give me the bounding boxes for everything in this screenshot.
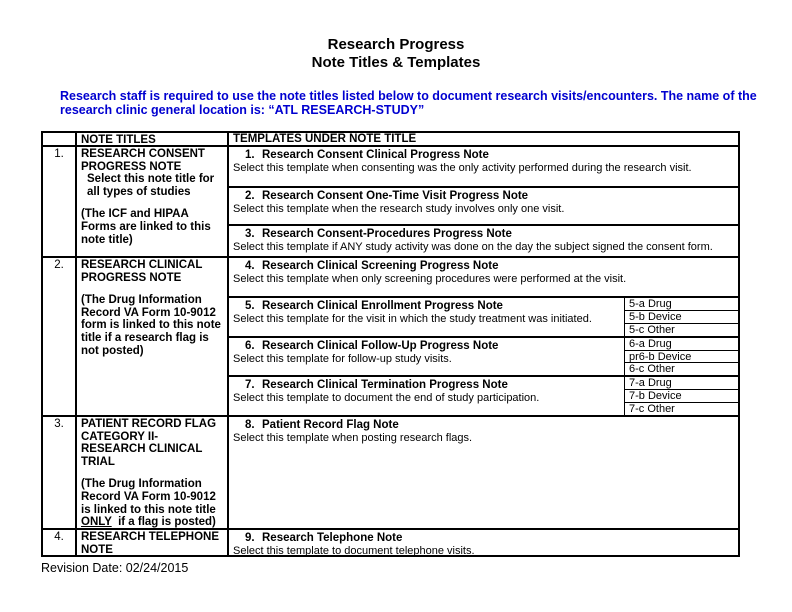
text-line: not posted) [81, 344, 144, 357]
tag-cell: 5-b Device [625, 310, 738, 323]
table-row-record-flag [43, 415, 738, 528]
template-desc: Select this template when consenting was the only activity performed during the research visit. [233, 162, 692, 174]
text-line: PROGRESS NOTE [81, 160, 182, 173]
template-title [232, 340, 624, 353]
template-title-text: Research Telephone Note [262, 532, 403, 544]
intro-text [60, 89, 766, 117]
template-desc: Select this template if ANY study activity was done on the day the subject signed the consent form. [233, 241, 713, 253]
template-number: 4. [245, 260, 255, 272]
template-main [229, 417, 738, 528]
note-title-sub [81, 173, 225, 198]
table-row-telephone [43, 528, 738, 555]
note-title-main [81, 259, 225, 284]
template-title [232, 300, 624, 313]
text-line: all types of studies [87, 185, 191, 198]
text-line: Forms are linked to this [81, 220, 211, 233]
template-title-text: Research Consent One-Time Visit Progress Note [262, 190, 529, 202]
template-title-text: Research Clinical Follow-Up Progress Note [262, 340, 499, 352]
template-cell-5 [229, 296, 738, 336]
underlined-word: ONLY [81, 516, 112, 528]
text-line: Select this note title for [87, 173, 215, 186]
template-number: 8. [245, 419, 255, 431]
header-templates: TEMPLATES UNDER NOTE TITLE [233, 133, 417, 145]
template-stack [229, 417, 738, 528]
template-cell-7 [229, 375, 738, 415]
text-line: is linked to this note title [81, 503, 216, 516]
template-main [229, 147, 738, 186]
note-title-cell [77, 417, 229, 528]
template-title-text: Research Clinical Screening Progress Note [262, 260, 499, 272]
template-number: 5. [245, 300, 255, 312]
note-title-paren [81, 208, 225, 246]
template-desc: Select this template when only screening procedures were performed at the visit. [233, 273, 627, 285]
text-line: CATEGORY II- [81, 430, 159, 443]
template-cell-9 [229, 530, 738, 555]
template-desc: Select this template to document telephone visits. [233, 545, 475, 555]
template-tags [624, 377, 738, 415]
template-main [229, 226, 738, 256]
template-stack [229, 147, 738, 256]
text-line: RESEARCH CLINICAL [81, 443, 203, 456]
template-title [232, 260, 738, 273]
text-line: RESEARCH CLINICAL [81, 259, 203, 271]
template-main [229, 338, 624, 375]
template-tags [624, 338, 738, 375]
tag-cell: pr6-b Device [625, 350, 738, 363]
template-title [232, 190, 738, 203]
template-cell-2 [229, 186, 738, 224]
text-line: RESEARCH TELEPHONE [81, 531, 220, 543]
notes-table [41, 131, 740, 557]
note-title-only-line [81, 516, 225, 528]
template-title [232, 532, 738, 545]
template-cell-3 [229, 224, 738, 256]
template-desc: Select this template for the visit in which the study treatment was initiated. [233, 313, 592, 325]
template-number: 2. [245, 190, 255, 202]
table-row-consent [43, 147, 738, 256]
template-number: 6. [245, 340, 255, 352]
template-title [232, 228, 738, 241]
note-title-main [81, 148, 225, 173]
title-line-2: Note Titles & Templates [311, 54, 481, 71]
note-title-main [81, 418, 225, 468]
note-title-paren [81, 294, 225, 357]
table-row-clinical [43, 256, 738, 415]
template-number: 7. [245, 379, 255, 391]
tag-cell: 6-c Other [625, 362, 738, 375]
text-line: Record VA Form 10-9012 [81, 306, 216, 319]
text-line: note title) [81, 233, 133, 246]
text-line: (The ICF and HIPAA [81, 208, 189, 221]
template-main [229, 377, 624, 415]
note-title-paren [81, 478, 225, 516]
page-title [0, 36, 792, 72]
template-title-text: Research Consent-Procedures Progress Note [262, 228, 512, 240]
template-title-text: Patient Record Flag Note [262, 419, 399, 431]
tag-cell: 7-a Drug [629, 377, 672, 389]
template-main [229, 298, 624, 336]
tag-cell: 7-b Device [625, 389, 738, 402]
template-desc: Select this template for follow-up study visits. [233, 353, 452, 365]
template-main [229, 530, 738, 555]
template-title [232, 379, 624, 392]
text-line: NOTE [81, 543, 113, 555]
title-line-1: Research Progress [327, 36, 465, 53]
row-number: 1. [43, 147, 77, 256]
template-stack [229, 530, 738, 555]
template-number: 9. [245, 532, 255, 544]
note-title-cell [77, 258, 229, 415]
row-number: 3. [43, 417, 77, 528]
text-line: PATIENT RECORD FLAG [81, 418, 217, 430]
tag-cell: 6-a Drug [629, 338, 672, 350]
template-tags [624, 298, 738, 336]
text-line: PROGRESS NOTE [81, 271, 182, 284]
template-cell-6 [229, 336, 738, 375]
text-line: TRIAL [81, 455, 115, 468]
header-note-titles: NOTE TITLES [77, 133, 229, 145]
text-line: Record VA Form 10-9012 [81, 490, 216, 503]
template-title-text: Research Clinical Enrollment Progress Note [262, 300, 503, 312]
only-line-rest: if a flag is posted) [111, 516, 216, 528]
note-title-main [81, 531, 225, 555]
intro-line-1: Research staff is required to use the note titles listed below to document research visits/encounters. The name of the [60, 89, 757, 103]
text-line: title if a research flag is [81, 331, 209, 344]
template-title-text: Research Consent Clinical Progress Note [262, 149, 489, 161]
tag-cell: 7-c Other [625, 402, 738, 415]
template-desc: Select this template when the research study involves only one visit. [233, 203, 565, 215]
template-cell-1 [229, 147, 738, 186]
text-line: (The Drug Information [81, 294, 202, 307]
table-header-row [43, 133, 738, 147]
text-line: RESEARCH CONSENT [81, 148, 205, 160]
template-cell-8 [229, 417, 738, 528]
template-desc: Select this template to document the end of study participation. [233, 392, 540, 404]
note-title-cell [77, 147, 229, 256]
tag-cell: 5-c Other [625, 323, 738, 336]
intro-line-2: research clinic general location is: “ATL RESEARCH-STUDY” [60, 103, 425, 117]
template-cell-4 [229, 258, 738, 296]
template-desc: Select this template when posting research flags. [233, 432, 473, 444]
template-main [229, 258, 738, 296]
template-main [229, 188, 738, 224]
header-number-spacer [43, 133, 77, 145]
template-stack [229, 258, 738, 415]
tag-cell: 5-a Drug [629, 298, 672, 310]
text-line: form is linked to this note [81, 319, 221, 332]
row-number: 2. [43, 258, 77, 415]
revision-date: Revision Date: 02/24/2015 [41, 561, 189, 575]
template-title-text: Research Clinical Termination Progress Note [262, 379, 508, 391]
text-line: (The Drug Information [81, 478, 202, 491]
row-number: 4. [43, 530, 77, 555]
note-title-cell [77, 530, 229, 555]
template-number: 3. [245, 228, 255, 240]
template-title [232, 149, 738, 162]
template-title [232, 419, 738, 432]
template-number: 1. [245, 149, 255, 161]
